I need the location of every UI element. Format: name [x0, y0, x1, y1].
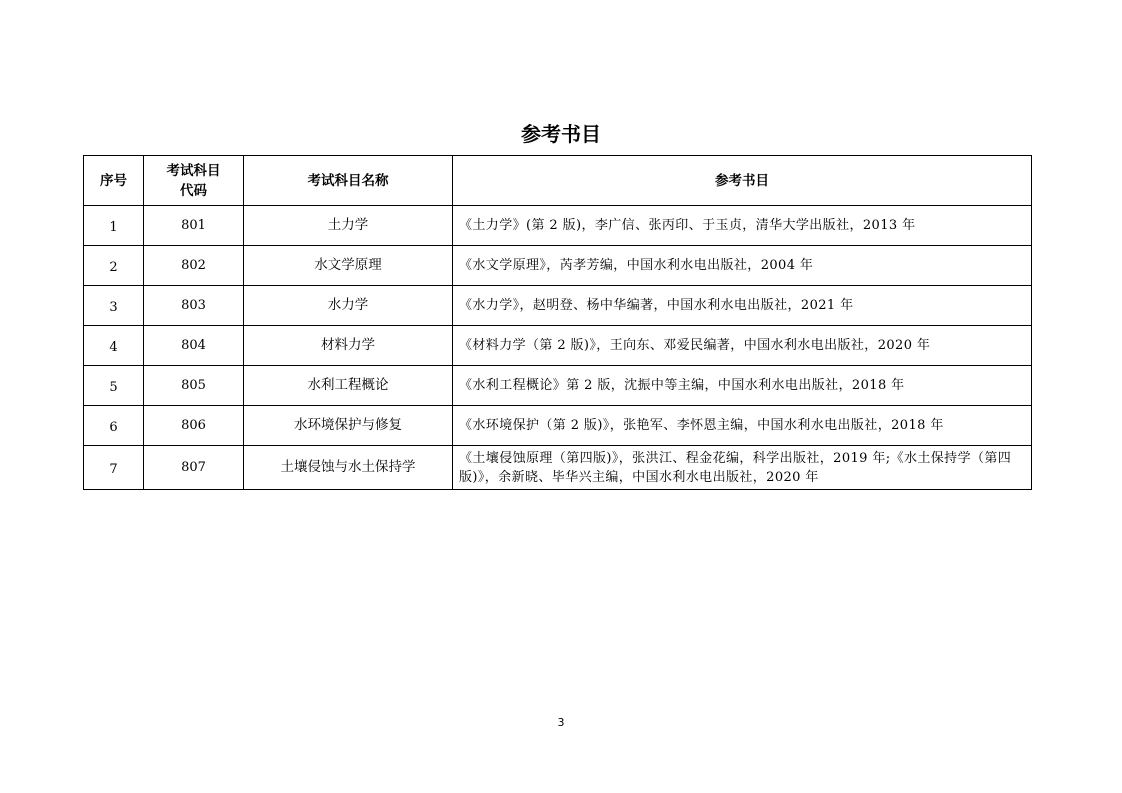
- row-reference-books: 《材料力学（第 2 版)》，王向东、邓爱民编著，中国水利水电出版社，2020 年: [453, 326, 1032, 366]
- table-row: [84, 326, 1032, 366]
- row-subject-code: 803: [144, 286, 244, 326]
- row-subject-name: 材料力学: [244, 326, 453, 366]
- table-row: [84, 206, 1032, 246]
- row-reference-books: 《水环境保护（第 2 版)》，张艳军、李怀恩主编，中国水利水电出版社，2018 年: [453, 406, 1032, 446]
- row-reference-books: 《土力学》(第 2 版)，李广信、张丙印、于玉贞，清华大学出版社，2013 年: [453, 206, 1032, 246]
- page-title: 参考书目: [521, 122, 601, 146]
- row-index: 2: [84, 246, 144, 286]
- header-subject-code: [144, 156, 244, 206]
- row-subject-name: 土壤侵蚀与水土保持学: [244, 446, 453, 490]
- table-row: [84, 366, 1032, 406]
- row-reference-books: 《水利工程概论》第 2 版，沈振中等主编，中国水利水电出版社，2018 年: [453, 366, 1032, 406]
- row-index: 3: [84, 286, 144, 326]
- row-reference-books: 《水文学原理》，芮孝芳编，中国水利水电出版社，2004 年: [453, 246, 1032, 286]
- header-code-line1: 考试科目: [166, 162, 221, 179]
- row-subject-code: 807: [144, 446, 244, 490]
- row-index: 4: [84, 326, 144, 366]
- row-subject-name: 水文学原理: [244, 246, 453, 286]
- row-subject-code: 806: [144, 406, 244, 446]
- row-subject-code: 801: [144, 206, 244, 246]
- header-code-line2: 代码: [180, 182, 207, 199]
- header-reference-books: 参考书目: [453, 156, 1032, 206]
- table-row: [84, 446, 1032, 490]
- row-subject-code: 804: [144, 326, 244, 366]
- row-index: 6: [84, 406, 144, 446]
- table-row: [84, 406, 1032, 446]
- table-header-row: [84, 156, 1032, 206]
- row-index: 5: [84, 366, 144, 406]
- row-subject-code: 802: [144, 246, 244, 286]
- reference-books-table: [83, 155, 1032, 490]
- table-row: [84, 246, 1032, 286]
- row-subject-name: 水力学: [244, 286, 453, 326]
- row-subject-name: 水环境保护与修复: [244, 406, 453, 446]
- row-index: 7: [84, 446, 144, 490]
- page-number: 3: [557, 716, 565, 729]
- row-index: 1: [84, 206, 144, 246]
- header-index: 序号: [84, 156, 144, 206]
- table-row: [84, 286, 1032, 326]
- header-subject-name: 考试科目名称: [244, 156, 453, 206]
- row-subject-name: 土力学: [244, 206, 453, 246]
- row-subject-name: 水利工程概论: [244, 366, 453, 406]
- row-subject-code: 805: [144, 366, 244, 406]
- row-reference-books: 《水力学》，赵明登、杨中华编著，中国水利水电出版社，2021 年: [453, 286, 1032, 326]
- row-reference-books: 《土壤侵蚀原理（第四版)》，张洪江、程金花编，科学出版社，2019 年;《水土保持学（第四版)》，余新晓、毕华兴主编，中国水利水电出版社，2020 年: [453, 446, 1032, 490]
